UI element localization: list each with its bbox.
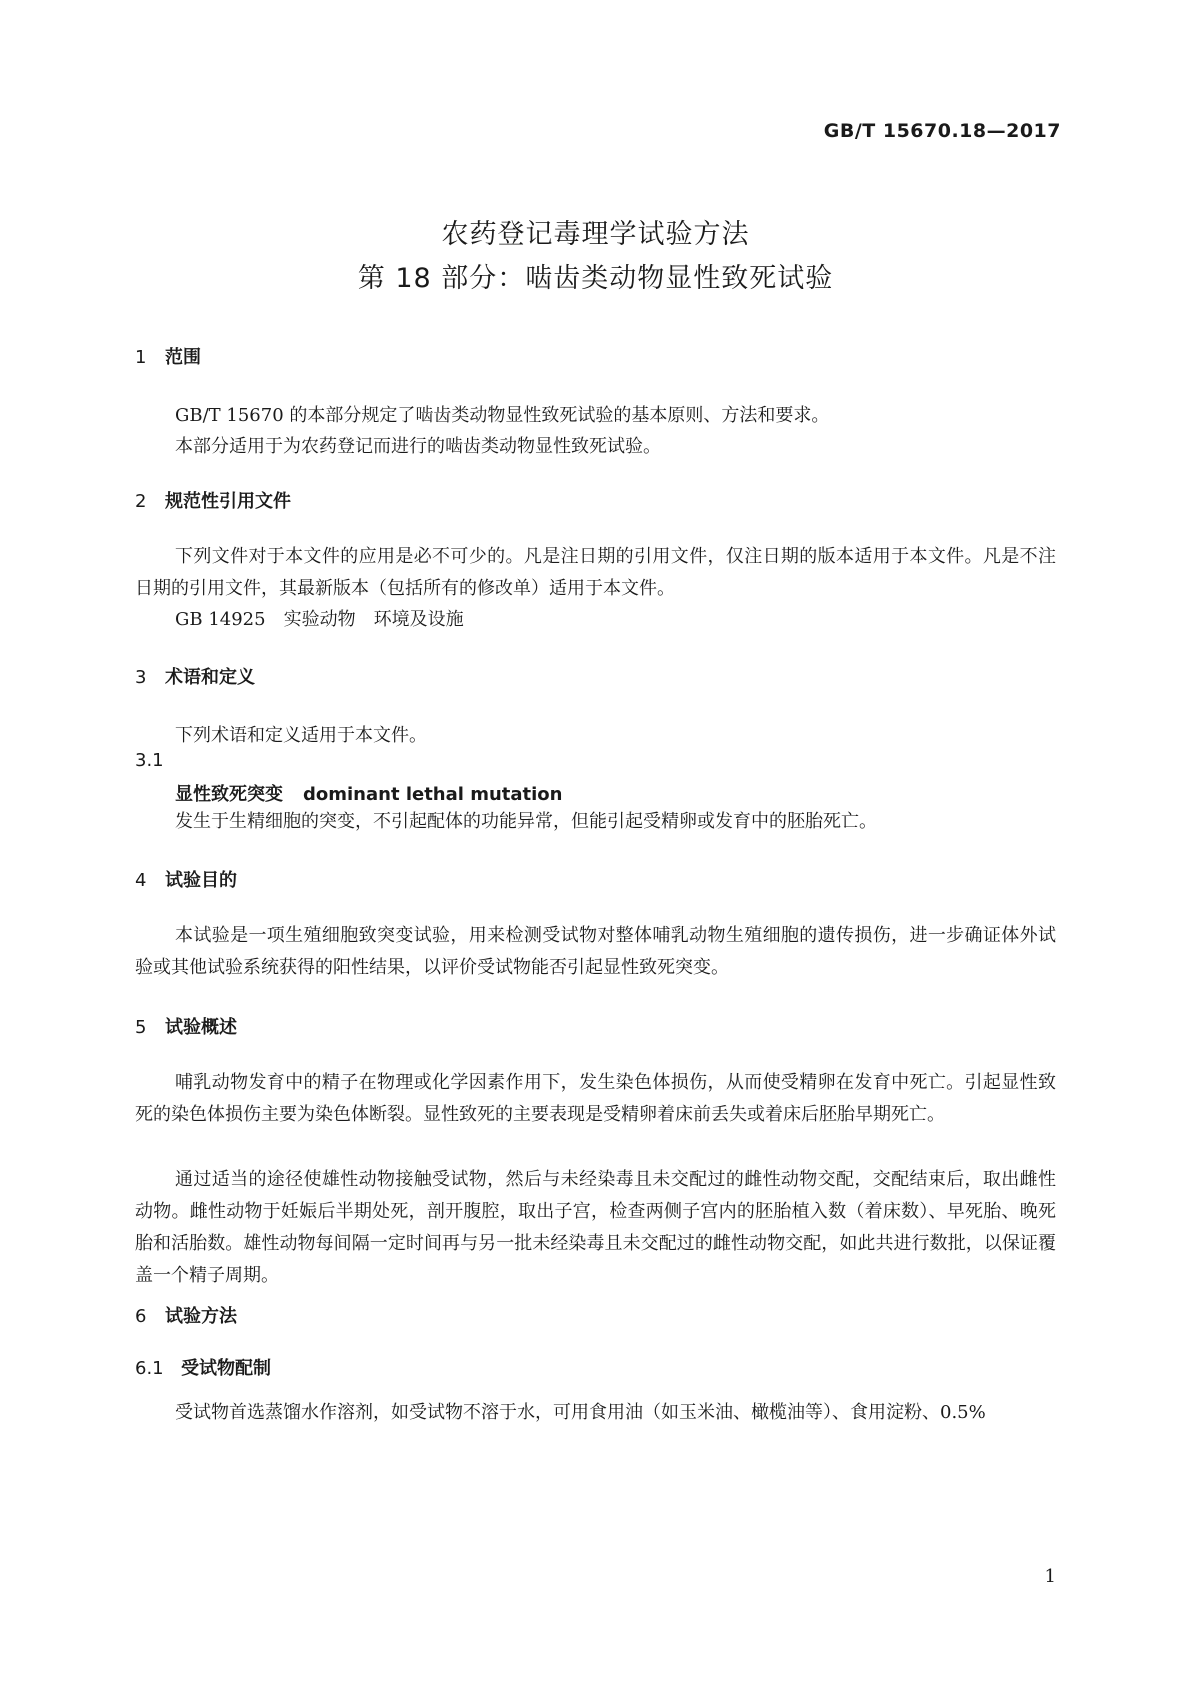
section-4-paragraph-1: 本试验是一项生殖细胞致突变试验，用来检测受试物对整体哺乳动物生殖细胞的遗传损伤，进一步确证体外试验或其他试验系统获得的阳性结果，以评价受试物能否引起显性致死突变。	[135, 925, 1056, 978]
section-2-heading	[135, 487, 291, 513]
section-5-heading	[135, 1013, 237, 1039]
section-1-paragraph-2: 本部分适用于为农药登记而进行的啮齿类动物显性致死试验。	[175, 436, 661, 457]
section-6-heading	[135, 1302, 237, 1328]
standard-number: GB/T 15670.18—2017	[823, 120, 1061, 142]
section-3-paragraph-1: 下列术语和定义适用于本文件。	[175, 725, 427, 746]
subsection-6-1-heading	[135, 1354, 271, 1380]
section-5-paragraph-2: 通过适当的途径使雄性动物接触受试物，然后与未经染毒且未交配过的雌性动物交配，交配结束后，取出雌性动物。雌性动物于妊娠后半期处死，剖开腹腔，取出子宫，检查两侧子宫内的胚胎植入数（着床数）、早死胎、晚死胎和活胎数。雄性动物每间隔一定时间再与另一批未经染毒且未交配过的雌性动物交配，如此共进行数批，以保证覆盖一个精子周期。	[135, 1169, 1056, 1286]
document-title: 农药登记毒理学试验方法	[441, 219, 750, 250]
term-english: dominant lethal mutation	[303, 784, 563, 805]
section-title: 术语和定义	[165, 667, 255, 688]
section-number: 5	[135, 1017, 147, 1038]
section-1-heading	[135, 343, 201, 369]
section-number: 6	[135, 1306, 147, 1327]
section-title: 试验概述	[165, 1017, 237, 1038]
term-entry	[175, 780, 562, 806]
section-number: 4	[135, 870, 147, 891]
section-number: 2	[135, 491, 147, 512]
section-number: 1	[135, 347, 147, 368]
section-4-heading	[135, 866, 237, 892]
section-title: 试验方法	[165, 1306, 237, 1327]
normative-reference: GB 14925 实验动物 环境及设施	[175, 609, 464, 630]
subsection-title: 受试物配制	[181, 1358, 271, 1379]
subsection-number: 6.1	[135, 1358, 164, 1379]
term-number: 3.1	[135, 750, 164, 771]
section-title: 规范性引用文件	[165, 491, 291, 512]
page-number: 1	[1044, 1566, 1056, 1587]
term-chinese: 显性致死突变	[175, 784, 283, 805]
section-3-heading	[135, 663, 255, 689]
section-1-paragraph-1: GB/T 15670 的本部分规定了啮齿类动物显性致死试验的基本原则、方法和要求。	[175, 405, 830, 426]
section-6-1-paragraph-1: 受试物首选蒸馏水作溶剂，如受试物不溶于水，可用食用油（如玉米油、橄榄油等）、食用淀粉、0.5%	[175, 1402, 986, 1423]
section-2-paragraph-1: 下列文件对于本文件的应用是必不可少的。凡是注日期的引用文件，仅注日期的版本适用于本文件。凡是不注日期的引用文件，其最新版本（包括所有的修改单）适用于本文件。	[135, 546, 1056, 599]
section-number: 3	[135, 667, 147, 688]
section-title: 范围	[165, 347, 201, 368]
section-5-paragraph-1: 哺乳动物发育中的精子在物理或化学因素作用下，发生染色体损伤，从而使受精卵在发育中死亡。引起显性致死的染色体损伤主要为染色体断裂。显性致死的主要表现是受精卵着床前丢失或着床后胚胎早期死亡。	[135, 1072, 1056, 1125]
document-subtitle: 第 18 部分：啮齿类动物显性致死试验	[357, 263, 834, 294]
term-definition: 发生于生精细胞的突变，不引起配体的功能异常，但能引起受精卵或发育中的胚胎死亡。	[175, 811, 877, 832]
section-title: 试验目的	[165, 870, 237, 891]
